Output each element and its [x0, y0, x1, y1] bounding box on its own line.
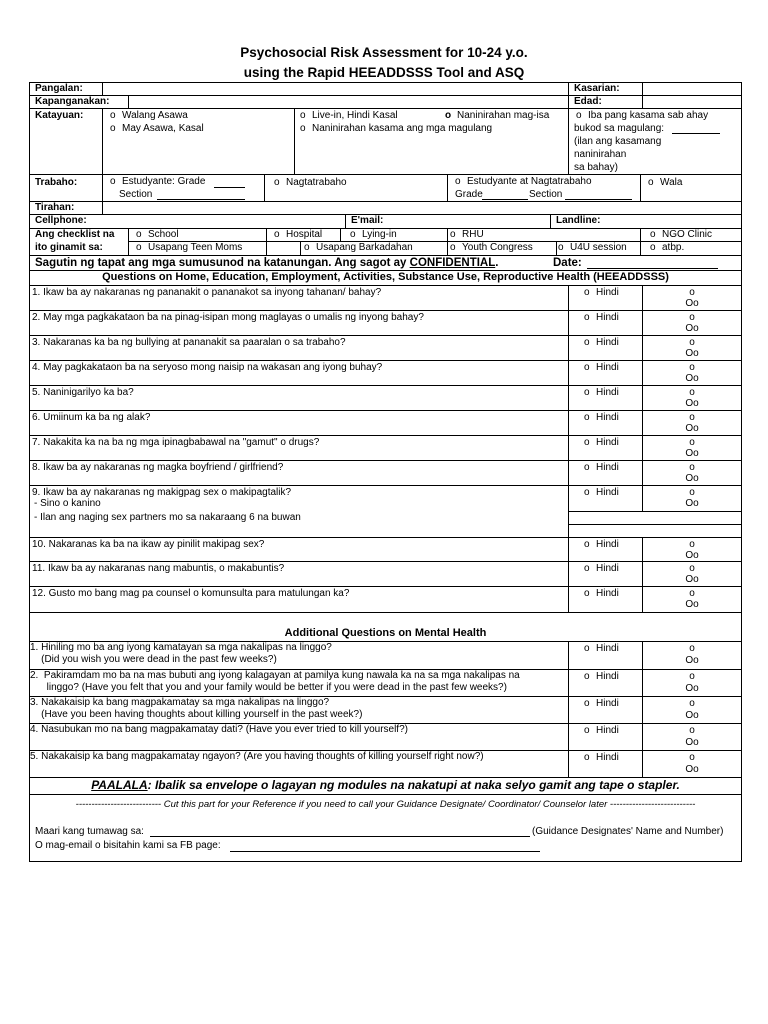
checklist-option-usapang-barkadahan[interactable]: o Usapang Barkadahan — [304, 242, 413, 253]
answer-hindi-option[interactable]: o Hindi — [584, 312, 619, 323]
q9-who-field[interactable] — [570, 512, 740, 523]
answer-oo-option[interactable]: o Oo — [685, 698, 699, 721]
katayuan-option-walang-asawa[interactable]: o Walang Asawa — [110, 110, 188, 121]
answer-oo-option[interactable]: o Oo — [685, 725, 699, 748]
radio-bullet-icon: o — [110, 123, 116, 134]
checklist-option-rhu[interactable]: o RHU — [450, 229, 484, 240]
checklist-option-lying-in[interactable]: o Lying-in — [350, 229, 397, 240]
pangalan-label: Pangalan: — [35, 83, 83, 94]
katayuan-label: Katayuan: — [35, 110, 84, 121]
answer-oo-option[interactable]: o Oo — [685, 387, 699, 409]
tirahan-field[interactable] — [104, 203, 740, 213]
mental-health-question: 5. Nakakaisip ka bang magpakamatay ngayon? (Are you having thoughts of killing yourself right now?) — [30, 751, 484, 762]
heeadsss-question: 4. May pagkakataon ba na seryoso mong naisip na wakasan ang iyong buhay? — [32, 362, 383, 373]
answer-hindi-option[interactable]: o Hindi — [584, 539, 619, 550]
trabaho-option-estudyante-nagtatrabaho[interactable]: o Estudyante at Nagtatrabaho — [455, 176, 592, 187]
checklist-label-line1: Ang checklist na — [35, 229, 115, 240]
mental-health-question: 2. Pakiramdam mo ba na mas bubuti ang iyong kalagayan at pamilya kung nawala ka na sa mga nakalipas na — [30, 670, 520, 681]
email-label: E'mail: — [351, 215, 384, 226]
form-title-line2: using the Rapid HEEADDSSS Tool and ASQ — [243, 65, 525, 80]
radio-bullet-icon: o — [648, 177, 654, 188]
section-blank[interactable] — [157, 199, 245, 200]
date-label: Date: — [553, 257, 582, 269]
katayuan-option-may-asawa[interactable]: o May Asawa, Kasal — [110, 123, 204, 134]
radio-bullet-icon: o — [300, 123, 306, 134]
heeadsss-question: 6. Umiinum ka ba ng alak? — [32, 412, 151, 423]
heeadsss-question: 9. Ikaw ba ay nakaranas ng makigpag sex o makipagtalik? — [32, 487, 292, 498]
answer-hindi-option[interactable]: o Hindi — [584, 643, 619, 654]
answer-hindi-option[interactable]: o Hindi — [584, 563, 619, 574]
iba-line2: bukod sa magulang: — [574, 123, 665, 134]
checklist-option-hospital[interactable]: o Hospital — [274, 229, 323, 240]
heeadsss-question: 7. Nakakita ka na ba ng mga ipinagbabawal na "gamut" o drugs? — [32, 437, 320, 448]
answer-oo-option[interactable]: o Oo — [685, 462, 699, 484]
edad-field[interactable] — [644, 97, 740, 107]
tirahan-label: Tirahan: — [35, 202, 75, 213]
answer-oo-option[interactable]: o Oo — [685, 539, 699, 561]
kasarian-field[interactable] — [644, 84, 740, 94]
call-blank[interactable] — [150, 836, 530, 837]
answer-oo-option[interactable]: o Oo — [685, 412, 699, 434]
estudyante-section-label: Section — [119, 189, 153, 200]
radio-bullet-icon: o — [110, 110, 116, 121]
answer-hindi-option[interactable]: o Hindi — [584, 698, 619, 709]
katayuan-option-naninirahan-kasama[interactable]: o Naninirahan kasama ang mga magulang — [300, 123, 493, 134]
pangalan-field[interactable] — [104, 84, 566, 94]
mental-health-question: (Did you wish you were dead in the past few weeks?) — [30, 654, 277, 665]
cut-line-text: --------------------------- Cut this part for your Reference if you need to call your Guidance Designate/ Coordinator/ Counselor later --------------------------- — [75, 799, 696, 810]
mental-health-question: 4. Nasubukan mo na bang magpakamatay dati? (Have you ever tried to kill yourself?) — [30, 724, 408, 735]
answer-oo-option[interactable]: o Oo — [685, 588, 699, 610]
radio-bullet-icon: o — [110, 176, 116, 187]
en-grade-blank[interactable] — [482, 199, 528, 200]
radio-bullet-icon: o — [455, 176, 461, 187]
mental-health-header: Additional Questions on Mental Health — [284, 627, 487, 639]
checklist-option-u4u-session[interactable]: o U4U session — [558, 242, 627, 253]
fb-blank[interactable] — [230, 851, 540, 852]
heeadsss-header: Questions on Home, Education, Employment, Activities, Substance Use, Reproductive Health (HEEADDSSS) — [102, 271, 669, 283]
heeadsss-question: 10. Nakaranas ka ba na ikaw ay pinilit makipag sex? — [32, 539, 265, 550]
trabaho-option-estudyante[interactable]: o Estudyante: Grade — [110, 176, 206, 187]
trabaho-label: Trabaho: — [35, 177, 78, 188]
q9-sub-who: - Sino o kanino — [34, 498, 101, 509]
radio-bullet-icon: o — [576, 110, 582, 121]
answer-hindi-option[interactable]: o Hindi — [584, 412, 619, 423]
answer-hindi-option[interactable]: o Hindi — [584, 337, 619, 348]
kapanganakan-field[interactable] — [130, 97, 566, 107]
heeadsss-question: 8. Ikaw ba ay nakaranas ng magka boyfriend / girlfriend? — [32, 462, 284, 473]
checklist-option-youth-congress[interactable]: o Youth Congress — [450, 242, 533, 253]
heeadsss-question: 12. Gusto mo bang mag pa counsel o komunsulta para matulungan ka? — [32, 588, 350, 599]
radio-bullet-icon: o — [274, 177, 280, 188]
mental-health-question: 1. Hiniling mo ba ang iyong kamatayan sa mga nakalipas na linggo? — [30, 642, 332, 653]
fb-label: O mag-email o bisitahin kami sa FB page: — [35, 840, 221, 851]
heeadsss-question: 2. May mga pagkakataon ba na pinag-isipan mong maglayas o umalis ng inyong bahay? — [32, 312, 424, 323]
cellphone-label: Cellphone: — [35, 215, 87, 226]
trabaho-option-wala[interactable]: o Wala — [648, 177, 683, 188]
date-blank[interactable] — [587, 268, 718, 269]
en-grade-label: Grade — [455, 189, 483, 200]
checklist-label-line2: ito ginamit sa: — [35, 242, 103, 253]
answer-oo-option[interactable]: o Oo — [685, 362, 699, 384]
mental-health-question: 3. Nakakaisip ka bang magpakamatay sa mga nakalipas na linggo? — [30, 697, 330, 708]
checklist-option-usapang-teen-moms[interactable]: o Usapang Teen Moms — [136, 242, 243, 253]
paalala-label: PAALALA — [91, 778, 148, 792]
answer-oo-option[interactable]: o Oo — [685, 563, 699, 585]
call-suffix: (Guidance Designates' Name and Number) — [532, 826, 724, 837]
answer-hindi-option[interactable]: o Hindi — [584, 487, 619, 498]
answer-oo-option[interactable]: o Oo — [685, 671, 699, 694]
radio-bullet-icon: o — [445, 110, 452, 121]
answer-oo-option[interactable]: o Oo — [685, 643, 699, 666]
answer-hindi-option[interactable]: o Hindi — [584, 725, 619, 736]
katayuan-option-live-in[interactable]: o Live-in, Hindi Kasal — [300, 110, 398, 121]
kapanganakan-label: Kapanganakan: — [35, 96, 110, 107]
grade-blank[interactable] — [214, 187, 245, 188]
answer-oo-option[interactable]: o Oo — [685, 487, 699, 509]
kasarian-label: Kasarian: — [574, 83, 620, 94]
radio-bullet-icon: o — [300, 110, 306, 121]
answer-oo-option[interactable]: o Oo — [685, 752, 699, 775]
mental-health-question: (Have you been having thoughts about killing yourself in the past week?) — [30, 709, 363, 720]
answer-hindi-option[interactable]: o Hindi — [584, 387, 619, 398]
iba-line5: sa bahay) — [574, 162, 618, 173]
call-label: Maari kang tumawag sa: — [35, 826, 144, 837]
instruction-text: Sagutin ng tapat ang mga sumusunod na katanungan. Ang sagot ay CONFIDENTIAL. — [35, 257, 499, 269]
answer-hindi-option[interactable]: o Hindi — [584, 752, 619, 763]
edad-label: Edad: — [574, 96, 602, 107]
form-title-line1: Psychosocial Risk Assessment for 10-24 y.o. — [240, 45, 528, 60]
iba-blank[interactable] — [672, 133, 720, 134]
answer-oo-option[interactable]: o Oo — [685, 437, 699, 459]
heeadsss-question: 5. Naninigarilyo ka ba? — [32, 387, 134, 398]
checklist-option-atbp[interactable]: o atbp. — [650, 242, 685, 253]
en-section-label: Section — [529, 189, 563, 200]
answer-oo-option[interactable]: o Oo — [685, 337, 699, 359]
trabaho-option-nagtatrabaho[interactable]: o Nagtatrabaho — [274, 177, 347, 188]
en-section-blank[interactable] — [565, 199, 632, 200]
answer-hindi-option[interactable]: o Hindi — [584, 588, 619, 599]
mental-health-question: linggo? (Have you felt that you and your family would be better if you were dead in the past few weeks?) — [30, 682, 507, 693]
answer-hindi-option[interactable]: o Hindi — [584, 287, 619, 298]
heeadsss-question: 11. Ikaw ba ay nakaranas nang mabuntis, o makabuntis? — [32, 563, 285, 574]
answer-hindi-option[interactable]: o Hindi — [584, 671, 619, 682]
answer-oo-option[interactable]: o Oo — [685, 287, 699, 309]
q9-sub-partners: - Ilan ang naging sex partners mo sa nakaraang 6 na buwan — [34, 512, 301, 523]
iba-line4: naninirahan — [574, 149, 627, 160]
confidential-label: CONFIDENTIAL — [409, 257, 496, 269]
landline-label: Landline: — [556, 215, 601, 226]
katayuan-option-iba[interactable]: o Iba pang kasama sab ahay — [576, 110, 709, 121]
answer-oo-option[interactable]: o Oo — [685, 312, 699, 334]
heeadsss-question: 3. Nakaranas ka ba ng bullying at pananakit sa paaralan o sa trabaho? — [32, 337, 346, 348]
checklist-option-ngo-clinic[interactable]: o NGO Clinic — [650, 229, 713, 240]
checklist-option-school[interactable]: o School — [136, 229, 179, 240]
answer-hindi-option[interactable]: o Hindi — [584, 437, 619, 448]
reminder-text: PAALALA: Ibalik sa envelope o lagayan ng modules na nakatupi at naka selyo gamit ang tape o stapler. — [91, 778, 680, 792]
heeadsss-question: 1. Ikaw ba ay nakaranas ng pananakit o pananakot sa inyong tahanan/ bahay? — [32, 287, 382, 298]
iba-line3: (ilan ang kasamang — [574, 136, 662, 147]
q9-partners-field[interactable] — [570, 525, 740, 536]
answer-hindi-option[interactable]: o Hindi — [584, 462, 619, 473]
katayuan-option-naninirahan-mag-isa[interactable]: o Naninirahan mag-isa — [445, 110, 550, 121]
answer-hindi-option[interactable]: o Hindi — [584, 362, 619, 373]
